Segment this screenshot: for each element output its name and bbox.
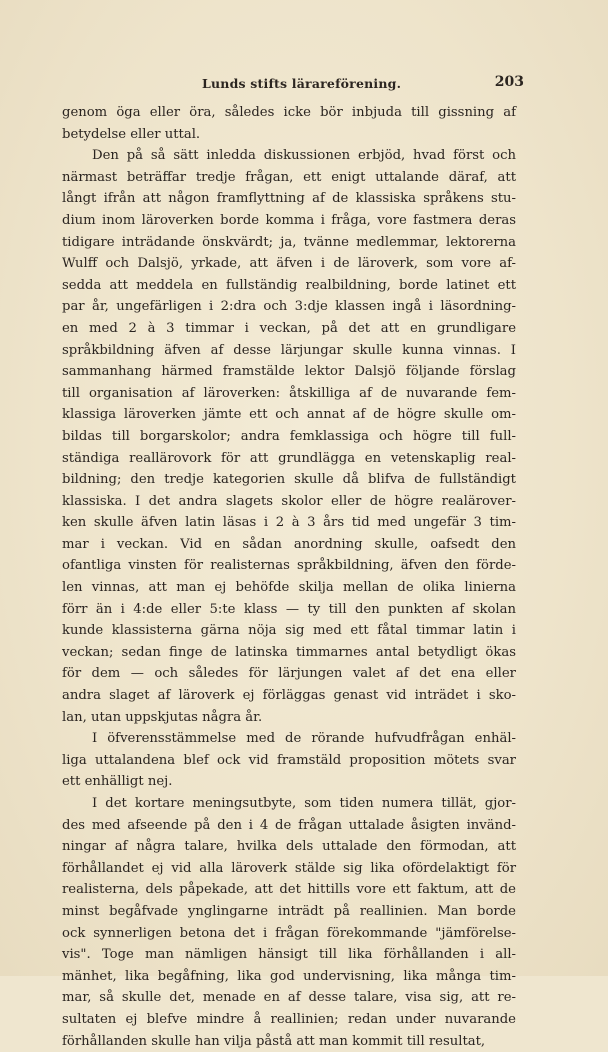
text-line: sultaten ej blefve mindre å reallinien; redan under nuvarande xyxy=(62,1011,516,1027)
text-line: len vinnas, att man ej behöfde skilja mellan de olika linierna xyxy=(62,580,516,596)
text-line: långt ifrån att någon framflyttning af de klassiska språkens stu- xyxy=(62,191,516,207)
text-line: förhållanden skulle han vilja påstå att man kommit till resultat, xyxy=(62,1033,486,1049)
text-line: Wulff och Dalsjö, yrkade, att äfven i de läroverk, som vore af- xyxy=(62,256,516,272)
text-line: ningar af några talare, hvilka dels uttalade den förmodan, att xyxy=(62,839,516,855)
text-line: realisterna, dels påpekade, att det hittills vore ett faktum, att de xyxy=(62,882,516,898)
text-line: I det kortare meningsutbyte, som tiden numera tillät, gjor- xyxy=(92,796,516,811)
text-line: förr än i 4:de eller 5:te klass — ty till den punkten af skolan xyxy=(62,601,516,617)
text-line: liga uttalandena blef ock vid framstäld proposition mötets svar xyxy=(62,752,516,768)
page-number: 203 xyxy=(494,74,524,90)
text-line: mar, så skulle det, menade en af desse talare, visa sig, att re- xyxy=(62,990,516,1006)
text-line: betydelse eller uttal. xyxy=(62,126,201,142)
text-line: minst begåfvade ynglingarne inträdt på reallinien. Man borde xyxy=(62,903,516,919)
text-line: andra slaget af läroverk ej förläggas genast vid inträdet i sko- xyxy=(62,688,516,704)
text-line: bildning; den tredje kategorien skulle då blifva de fullständigt xyxy=(62,472,516,488)
text-line: lan, utan uppskjutas några år. xyxy=(62,709,263,725)
text-line: mänhet, lika begåfning, lika god undervisning, lika många tim- xyxy=(62,968,516,984)
page-header xyxy=(62,76,524,98)
text-line: Den på så sätt inledda diskussionen erbjöd, hvad först och xyxy=(92,148,516,164)
text-line: för dem — och således för lärjungen valet af det ena eller xyxy=(62,666,516,682)
running-title: Lunds stifts lärareförening. xyxy=(202,76,402,91)
text-line: närmast beträffar tredje frågan, ett enigt uttalande däraf, att xyxy=(62,169,516,185)
text-line: klassiska. I det andra slagets skolor eller de högre realärover- xyxy=(62,493,516,509)
text-line: I öfverensstämmelse med de rörande hufvudfrågan enhäl- xyxy=(92,731,516,747)
text-line: bildas till borgarskolor; andra femklassiga och högre till full- xyxy=(62,428,516,444)
text-line: veckan; sedan finge de latinska timmarnes antal betydligt ökas xyxy=(62,644,516,660)
paragraph xyxy=(62,793,516,1052)
text-line: sedda att meddela en fullständig realbildning, borde latinet ett xyxy=(62,277,516,293)
paragraph xyxy=(62,102,516,145)
body-text xyxy=(62,102,516,1052)
text-line: till organisation af läroverken: åtskilliga af de nuvarande fem- xyxy=(62,385,516,401)
text-line: ken skulle äfven latin läsas i 2 à 3 års tid med ungefär 3 tim- xyxy=(62,515,516,531)
paragraph xyxy=(62,145,516,728)
text-line: ständiga reallärovork för att grundlägga en vetenskaplig real- xyxy=(62,450,516,466)
paragraph xyxy=(62,728,516,793)
text-line: sammanhang härmed framstälde lektor Dalsjö följande förslag xyxy=(62,364,516,380)
text-line: språkbildning äfven af desse lärjungar skulle kunna vinnas. I xyxy=(62,342,516,358)
text-line: ofantliga vinsten för realisternas språkbildning, äfven den förde- xyxy=(62,558,516,574)
text-line: des med afseende på den i 4 de frågan uttalade åsigten invänd- xyxy=(62,817,516,833)
text-line: förhållandet ej vid alla läroverk stälde sig lika ofördelaktigt för xyxy=(62,860,516,876)
text-line: par år, ungefärligen i 2:dra och 3:dje klassen ingå i läsordning- xyxy=(62,299,516,315)
text-line: ett enhälligt nej. xyxy=(62,774,173,790)
text-line: dium inom läroverken borde komma i fråga, vore fastmera deras xyxy=(62,212,516,228)
text-line: mar i veckan. Vid en sådan anordning skulle, oafsedt den xyxy=(62,536,516,552)
text-line: tidigare inträdande önskvärdt; ja, tvänne medlemmar, lektorerna xyxy=(62,234,516,250)
text-line: kunde klassisterna gärna nöja sig med ett fåtal timmar latin i xyxy=(62,623,516,639)
text-line: klassiga läroverken jämte ett och annat af de högre skulle om- xyxy=(62,407,516,423)
text-line: en med 2 à 3 timmar i veckan, på det att en grundligare xyxy=(62,320,516,336)
text-line: ock synnerligen betona det i frågan förekommande "jämförelse- xyxy=(62,925,516,941)
text-line: genom öga eller öra, således icke bör inbjuda till gissning af xyxy=(62,105,516,120)
text-line: vis". Toge man nämligen hänsigt till lika förhållanden i all- xyxy=(62,947,516,963)
